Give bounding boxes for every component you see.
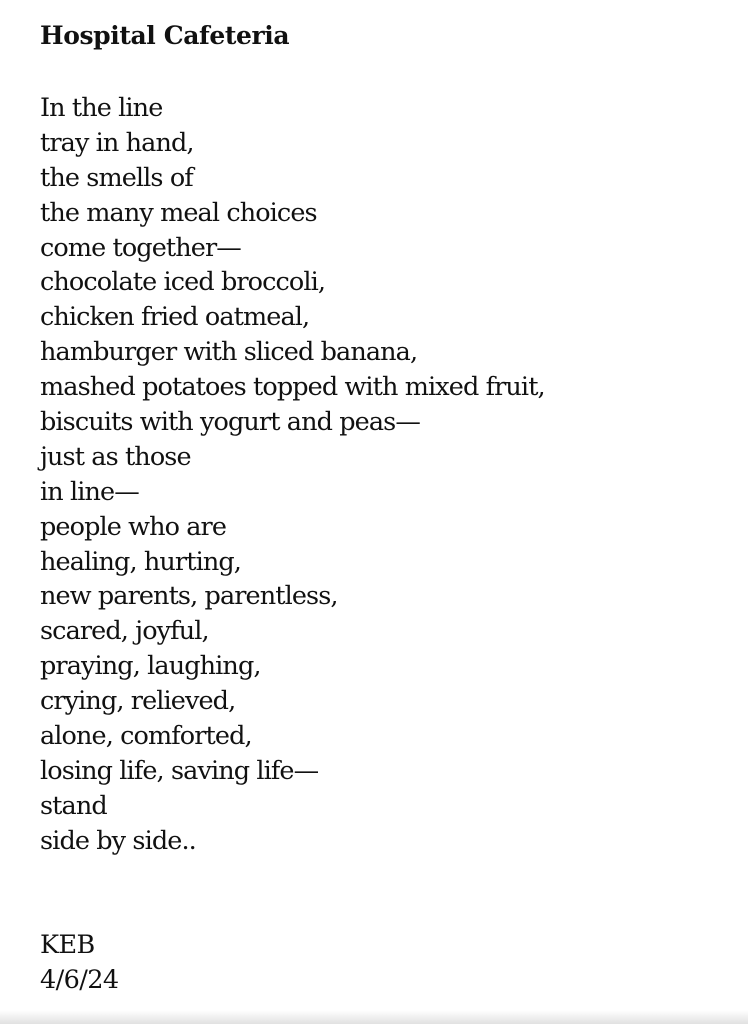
poem-line: side by side.. <box>40 825 196 856</box>
poem-line: the smells of <box>40 162 193 193</box>
poem-date: 4/6/24 <box>40 964 119 995</box>
poem-line: stand <box>40 790 107 821</box>
poem-line: In the line <box>40 93 163 123</box>
poem-line: just as those <box>40 441 191 472</box>
poem-line: chocolate iced broccoli, <box>40 267 326 298</box>
page-bottom-shadow <box>0 1010 748 1024</box>
poem-line: biscuits with yogurt and peas— <box>40 407 420 438</box>
poem-line: alone, comforted, <box>40 721 252 752</box>
poem-line: the many meal choices <box>40 197 317 228</box>
poem-line: people who are <box>40 511 227 542</box>
poem-line: new parents, parentless, <box>40 581 338 612</box>
signature-block <box>40 928 118 998</box>
poem-line: healing, hurting, <box>40 546 241 577</box>
poem-line: come together— <box>40 232 241 263</box>
poem-line: crying, relieved, <box>40 686 236 717</box>
poem-body <box>40 91 545 859</box>
poem-line: tray in hand, <box>40 127 194 158</box>
poem-line: chicken fried oatmeal, <box>40 302 310 333</box>
poem-line: hamburger with sliced banana, <box>40 337 418 368</box>
poem-line: losing life, saving life— <box>40 755 319 786</box>
poem-line: in line— <box>40 476 139 507</box>
poem-line: scared, joyful, <box>40 616 209 647</box>
poem-line: mashed potatoes topped with mixed fruit, <box>40 372 545 403</box>
poem-title: Hospital Cafeteria <box>40 21 290 50</box>
poem-line: praying, laughing, <box>40 651 261 682</box>
author-initials: KEB <box>40 930 95 960</box>
